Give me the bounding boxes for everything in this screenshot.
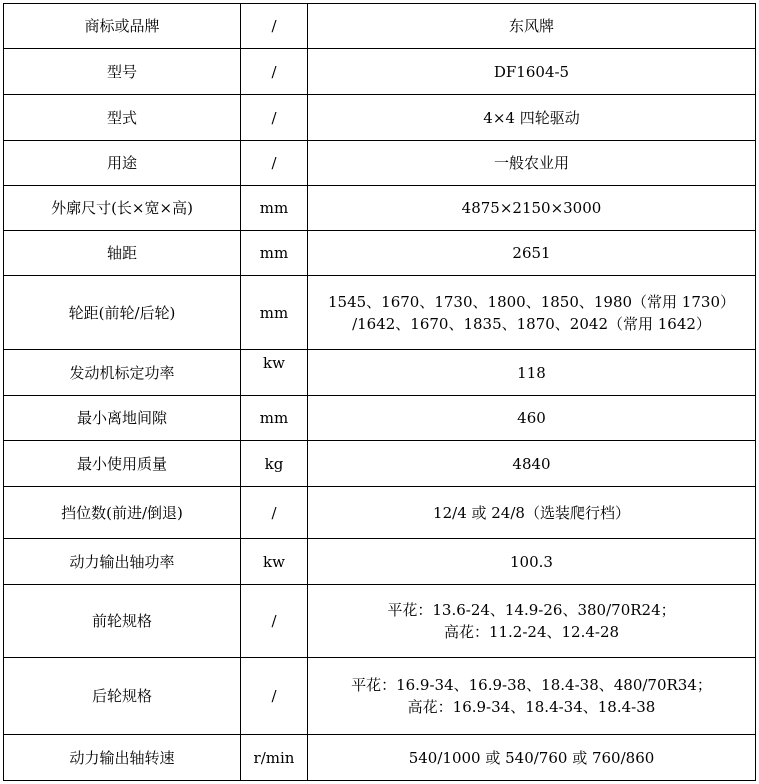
param-unit: /: [241, 487, 308, 539]
param-name: 型式: [4, 95, 241, 141]
param-unit: r/min: [241, 735, 308, 781]
table-row: [4, 276, 756, 350]
table-row: [4, 396, 756, 441]
table-row: [4, 186, 756, 231]
param-value: [308, 276, 756, 350]
param-name: 最小离地间隙: [4, 396, 241, 441]
param-name: 挡位数(前进/倒退): [4, 487, 241, 539]
param-value: [308, 4, 756, 49]
param-value-line: 2651: [512, 244, 551, 262]
param-unit: mm: [241, 396, 308, 441]
table-row: [4, 95, 756, 141]
table-row: [4, 231, 756, 276]
param-name: 动力输出轴转速: [4, 735, 241, 781]
param-value-line: 1545、1670、1730、1800、1850、1980（常用 1730）: [328, 292, 735, 311]
param-name: 轮距(前轮/后轮): [4, 276, 241, 350]
table-row: [4, 141, 756, 186]
param-value: [308, 141, 756, 186]
param-name: 发动机标定功率: [4, 350, 241, 396]
param-value-line: 118: [517, 363, 546, 382]
param-value: [308, 186, 756, 231]
param-value-line: 高花：16.9-34、18.4-34、18.4-38: [407, 698, 656, 716]
param-value-line: 平花：13.6-24、14.9-26、380/70R24；: [387, 601, 676, 619]
param-value: [308, 231, 756, 276]
param-unit: kg: [241, 441, 308, 487]
param-unit: /: [241, 4, 308, 49]
table-row: [4, 49, 756, 95]
table-row: [4, 658, 756, 735]
param-value-line: 540/1000 或 540/760 或 760/860: [408, 748, 655, 767]
param-value-line: /1642、1670、1835、1870、2042（常用 1642）: [352, 314, 711, 333]
param-value-line: 高花：11.2-24、12.4-28: [443, 623, 620, 641]
param-unit: /: [241, 141, 308, 186]
param-unit: mm: [241, 276, 308, 350]
param-unit: /: [241, 95, 308, 141]
param-value-line: 4840: [512, 454, 551, 473]
table-row: [4, 539, 756, 585]
param-value: [308, 585, 756, 658]
param-value: [308, 95, 756, 141]
table-row: [4, 4, 756, 49]
param-value: [308, 396, 756, 441]
param-value: [308, 735, 756, 781]
param-value-line: 4×4 四轮驱动: [483, 108, 580, 127]
spec-table: [3, 3, 756, 781]
param-value-line: 一般农业用: [493, 154, 569, 172]
param-value: [308, 350, 756, 396]
table-row: [4, 487, 756, 539]
param-unit: /: [241, 658, 308, 735]
param-value-line: 12/4 或 24/8（选装爬行档）: [433, 503, 630, 522]
param-value-line: DF1604-5: [493, 62, 570, 81]
param-unit: kw: [241, 350, 308, 396]
table-row: [4, 585, 756, 658]
param-value: [308, 441, 756, 487]
param-name: 后轮规格: [4, 658, 241, 735]
param-value: [308, 487, 756, 539]
param-value-line: 460: [517, 409, 546, 427]
param-name: 外廓尺寸(长×宽×高): [4, 186, 241, 231]
table-row: [4, 735, 756, 781]
param-unit: /: [241, 49, 308, 95]
param-unit: kw: [241, 539, 308, 585]
param-value-line: 4875×2150×3000: [461, 199, 602, 217]
table-row: [4, 441, 756, 487]
param-name: 动力输出轴功率: [4, 539, 241, 585]
param-value: [308, 658, 756, 735]
param-unit: mm: [241, 186, 308, 231]
param-unit: /: [241, 585, 308, 658]
param-unit: mm: [241, 231, 308, 276]
param-name: 最小使用质量: [4, 441, 241, 487]
param-name: 型号: [4, 49, 241, 95]
param-name: 商标或品牌: [4, 4, 241, 49]
param-value: [308, 49, 756, 95]
table-row: [4, 350, 756, 396]
param-value-line: 平花：16.9-34、16.9-38、18.4-38、480/70R34；: [351, 676, 712, 694]
param-value-line: 东风牌: [508, 17, 554, 35]
param-value: [308, 539, 756, 585]
param-name: 轴距: [4, 231, 241, 276]
param-value-line: 100.3: [510, 552, 553, 571]
param-name: 用途: [4, 141, 241, 186]
param-name: 前轮规格: [4, 585, 241, 658]
